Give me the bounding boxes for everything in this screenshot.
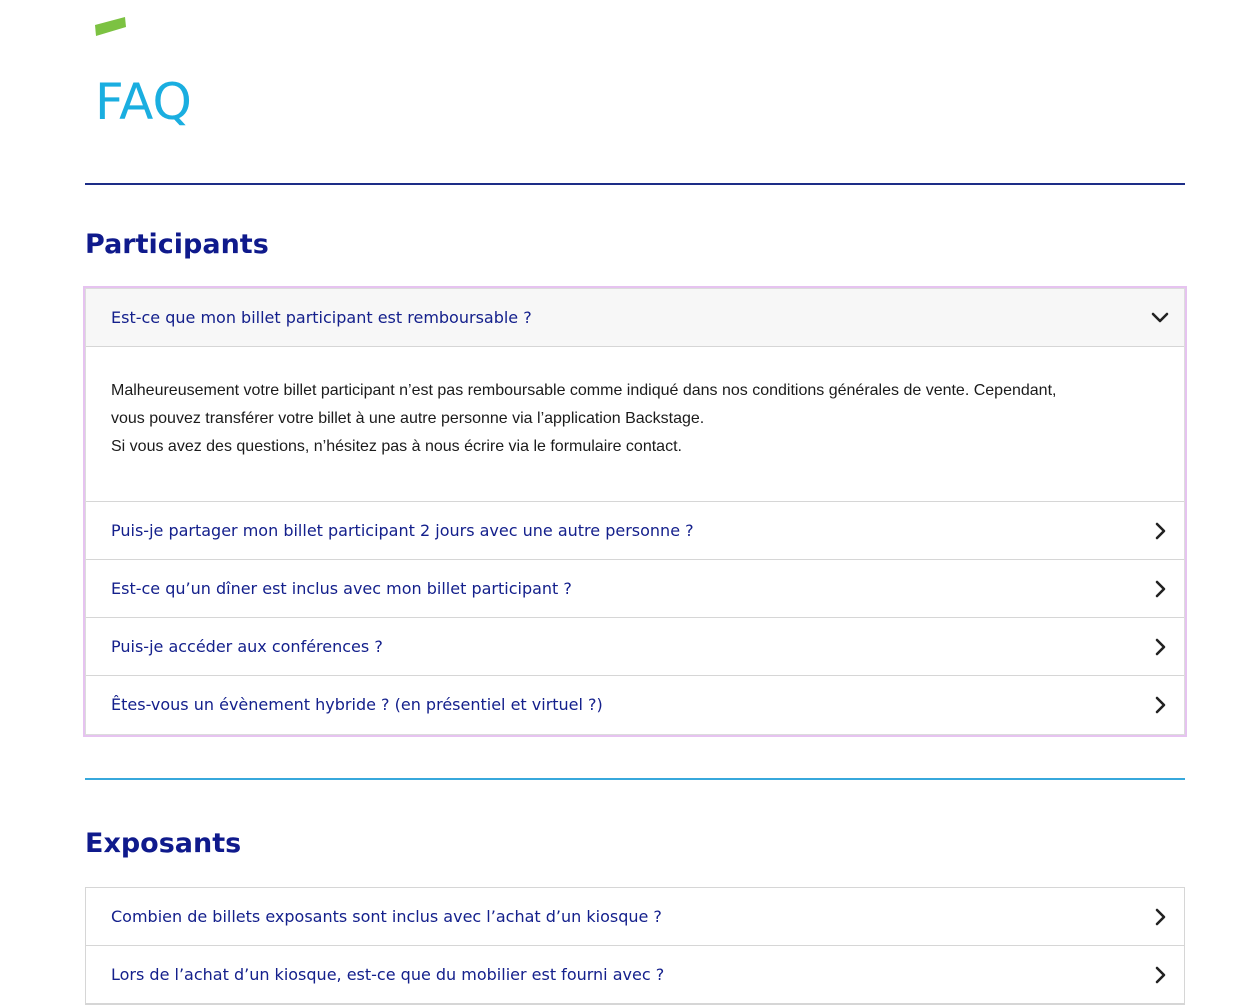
brand-accent-mark [95, 17, 126, 36]
faq-question-text: Puis-je partager mon billet participant 2 jours avec une autre personne ? [111, 521, 694, 540]
faq-accordion-exposants [85, 887, 1185, 1005]
faq-question-row[interactable] [86, 502, 1184, 560]
faq-question-row[interactable] [86, 946, 1184, 1004]
page-title: FAQ [95, 73, 192, 131]
faq-question-row[interactable] [86, 676, 1184, 734]
faq-question-row[interactable] [86, 618, 1184, 676]
divider-section [85, 778, 1185, 780]
faq-answer-line: Si vous avez des questions, n’hésitez pas à nous écrire via le formulaire contact. [111, 438, 682, 455]
faq-question-row[interactable] [86, 888, 1184, 946]
section-title-participants: Participants [85, 229, 269, 260]
faq-answer [86, 347, 1184, 502]
chevron-right-icon [1150, 695, 1170, 715]
faq-question-text: Combien de billets exposants sont inclus avec l’achat d’un kiosque ? [111, 907, 662, 926]
faq-question-row[interactable] [86, 289, 1184, 347]
chevron-right-icon [1150, 907, 1170, 927]
chevron-down-icon [1150, 308, 1170, 328]
divider-top [85, 183, 1185, 185]
faq-answer-line: vous pouvez transférer votre billet à une autre personne via l’application Backstage. [111, 410, 705, 427]
chevron-right-icon [1150, 965, 1170, 985]
faq-answer-line: Malheureusement votre billet participant n’est pas remboursable comme indiqué dans nos conditions générales de vente. Cependant, [111, 382, 1057, 399]
faq-question-text: Puis-je accéder aux conférences ? [111, 637, 383, 656]
chevron-right-icon [1150, 579, 1170, 599]
section-title-exposants: Exposants [85, 828, 242, 859]
faq-question-text: Est-ce qu’un dîner est inclus avec mon billet participant ? [111, 579, 572, 598]
faq-question-row[interactable] [86, 560, 1184, 618]
faq-question-text: Lors de l’achat d’un kiosque, est-ce que du mobilier est fourni avec ? [111, 965, 665, 984]
faq-accordion-participants [85, 288, 1185, 735]
chevron-right-icon [1150, 637, 1170, 657]
faq-question-text: Êtes-vous un évènement hybride ? (en présentiel et virtuel ?) [111, 695, 603, 714]
chevron-right-icon [1150, 521, 1170, 541]
faq-question-text: Est-ce que mon billet participant est remboursable ? [111, 308, 532, 327]
